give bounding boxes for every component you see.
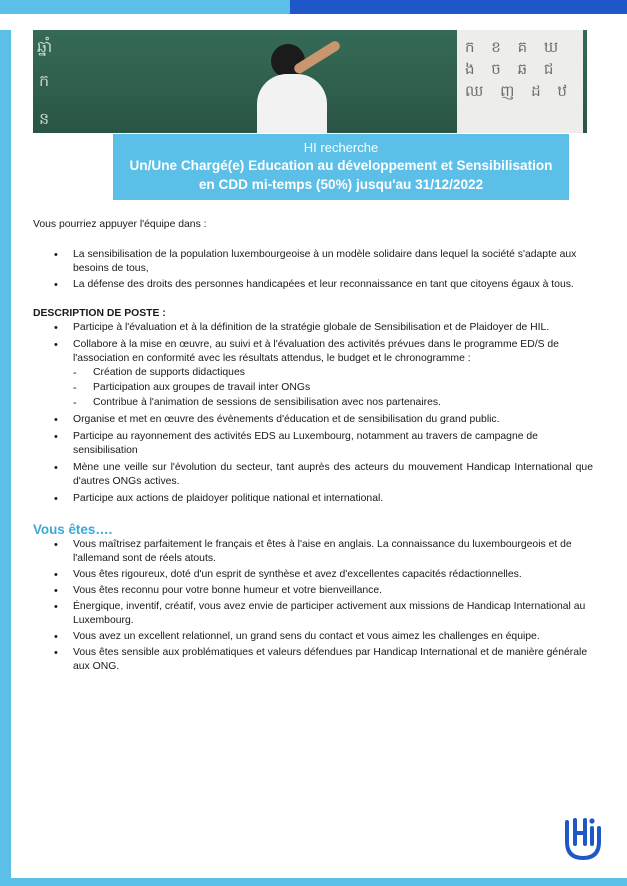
list-item: • Vous êtes reconnu pour votre bonne humeur et votre bienveillance. — [33, 584, 593, 598]
sub-list-item: - Création de supports didactiques — [73, 366, 593, 380]
alphabet-poster: ក ខ គ ឃ ង ច ឆ ជ ឈ ញ ដ ឋ — [457, 30, 583, 133]
chalk-writing: ក — [39, 71, 50, 90]
header-line-1: HI recherche — [303, 140, 379, 155]
main-content — [33, 218, 593, 676]
intro-text: Vous pourriez appuyer l'équipe dans : — [33, 219, 207, 230]
support-list — [33, 248, 593, 292]
sub-list-item: - Participation aux groupes de travail inter ONGs — [73, 381, 593, 395]
top-accent-bar-dark — [290, 0, 627, 14]
vous-etes-heading: Vous êtes…. — [33, 522, 113, 537]
list-item: • Participe au rayonnement des activités EDS au Luxembourg, notamment au travers de campagne de sensibilisation — [33, 430, 593, 458]
list-item: • Énergique, inventif, créatif, vous avez envie de participer activement aux missions de Handicap International au Luxembourg. — [33, 600, 593, 628]
list-item: • Vous avez un excellent relationnel, un grand sens du contact et vous aimez les challenges en équipe. — [33, 630, 593, 644]
job-title: Un/Une Chargé(e) Education au développement et Sensibilisation — [129, 158, 553, 173]
list-item: • Vous êtes sensible aux problématiques et valeurs défendues par Handicap International et de manière générale aux ONG. — [33, 646, 593, 674]
list-item: • Vous maîtrisez parfaitement le français et êtes à l'aise en anglais. La connaissance du luxembourgeois et de l'allemand sont de réels atouts. — [33, 538, 593, 566]
list-item: • Participe aux actions de plaidoyer politique national et international. — [33, 492, 593, 506]
left-accent-bar — [0, 30, 11, 886]
sub-list — [73, 366, 593, 410]
child-figure — [257, 74, 327, 133]
list-item: • Organise et met en œuvre des évènements d'éducation et de sensibilisation du grand public. — [33, 413, 593, 427]
list-item: • La sensibilisation de la population luxembourgeoise à un modèle solidaire dans lequel la société s'adapte aux besoins de tous, — [33, 248, 593, 276]
contract-details: en CDD mi-temps (50%) jusqu'au 31/12/2022 — [198, 177, 484, 192]
chalk-writing: ឆ្នាំ — [37, 37, 53, 56]
list-item — [33, 338, 593, 410]
bottom-accent-bar — [0, 878, 627, 886]
list-item: • La défense des droits des personnes handicapées et leur reconnaissance en tant que citoyens égaux à tous. — [33, 278, 593, 292]
description-heading: DESCRIPTION DE POSTE : — [33, 308, 166, 319]
hi-hand-logo-icon — [563, 816, 603, 862]
sub-list-item: - Contribue à l'animation de sessions de sensibilisation avec nos partenaires. — [73, 396, 593, 410]
vous-etes-list — [33, 538, 593, 674]
header-photo — [33, 30, 587, 133]
list-item: • Participe à l'évaluation et à la définition de la stratégie globale de Sensibilisation et de Plaidoyer de HIL. — [33, 321, 593, 335]
title-box — [113, 134, 569, 200]
list-item-text: Collabore à la mise en œuvre, au suivi et à l'évaluation des activités prévues dans le programme ED/S de l'association en conformité avec les résultats attendus, le budget et le chronogramme : — [73, 339, 559, 364]
list-item: • Vous êtes rigoureux, doté d'un esprit de synthèse et avez d'excellentes capacités rédactionnelles. — [33, 568, 593, 582]
description-list — [33, 321, 593, 506]
chalk-writing: ន — [39, 109, 50, 128]
list-item: • Mène une veille sur l'évolution du secteur, tant auprès des acteurs du mouvement Handicap International que d'autres ONGs actives. — [33, 461, 593, 489]
